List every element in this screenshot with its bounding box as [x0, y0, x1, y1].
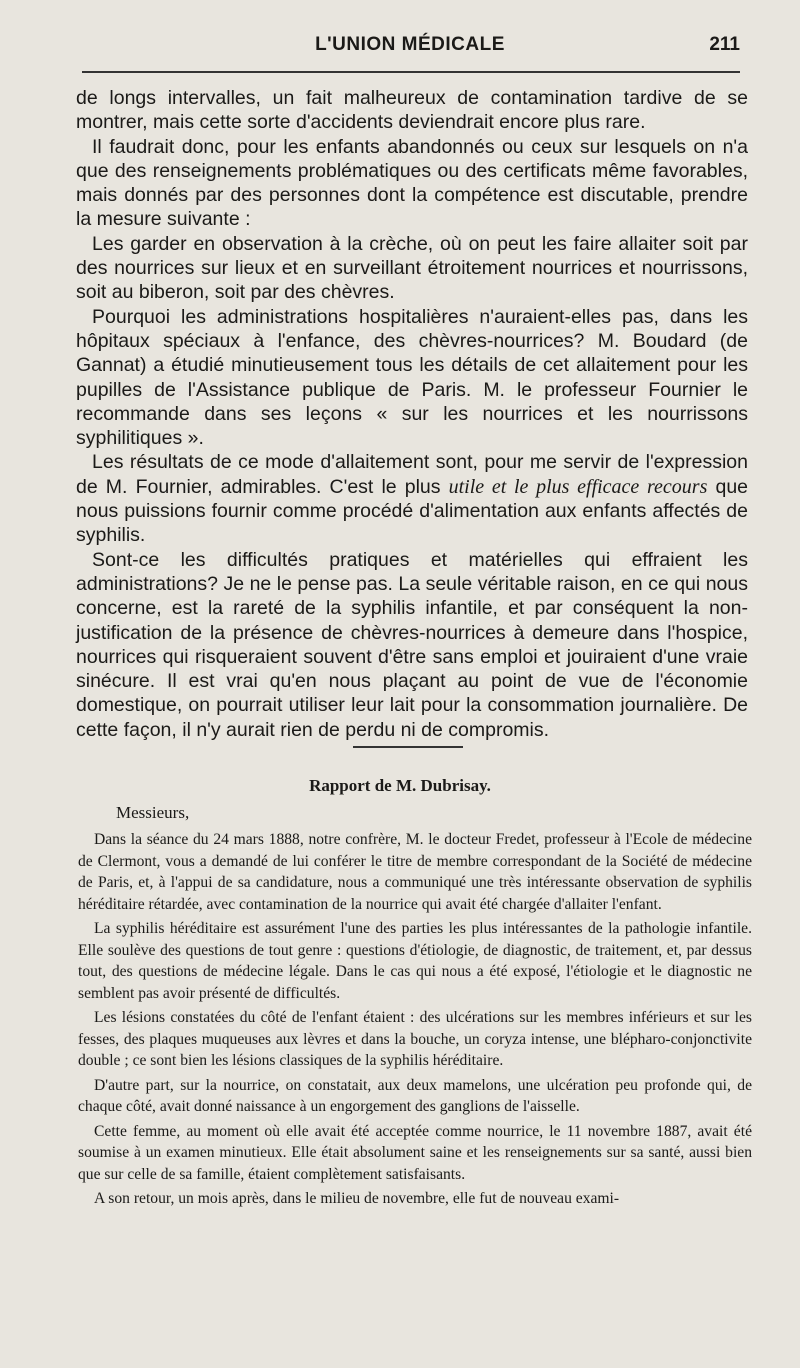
header-rule	[82, 71, 740, 73]
paragraph-text: Les résultats de ce mode d'allaitement sont, pour me servir de l'expression de M. Fournier, admirables. C'est le plus	[76, 451, 748, 498]
paragraph: Pourquoi les administrations hospitalières n'auraient-elles pas, dans les hôpitaux spéciaux à l'enfance, des chèvres-nourrices? M. Boudard (de Gannat) a étudié minutieusement tous les détails de cet allaitement pour les pupilles de l'Assistance publique de Paris. M. le professeur Fournier le recommande dans ses leçons « sur les nourrices et les nourrissons syphilitiques ».	[76, 305, 748, 450]
running-title: L'UNION MÉDICALE	[315, 34, 505, 55]
report-paragraph: Dans la séance du 24 mars 1888, notre confrère, M. le docteur Fredet, professeur à l'Ecole de médecine de Clermont, vous a demandé de lui conférer le titre de membre correspondant de la Société de médecine de Paris, et, à l'appui de sa candidature, nous a communiqué une très intéressante observation de syphilis héréditaire rétardée, avec contamination de la nourrice qui avait été chargée d'allaiter l'enfant.	[78, 831, 752, 913]
report-title: Rapport de M. Dubrisay.	[309, 776, 491, 795]
report-paragraph: Cette femme, au moment où elle avait été acceptée comme nourrice, le 11 novembre 1887, avait été soumise à un examen minutieux. Elle était absolument saine et les renseignements sur sa santé, aussi bien que sur celle de sa famille, étaient complètement satisfaisants.	[78, 1122, 752, 1183]
report-text	[78, 829, 752, 1213]
main-text	[76, 86, 748, 742]
page-number: 211	[709, 34, 740, 55]
page-header	[80, 34, 740, 64]
paragraph: Les garder en observation à la crèche, où on peut les faire allaiter soit par des nourrices sur lieux et en surveillant étroitement nourrices et nourrissons, soit au biberon, soit par des chèvres.	[76, 232, 748, 304]
report-paragraph: La syphilis héréditaire est assurément l'une des parties les plus intéressantes de la pathologie infantile. Elle soulève des questions de tout genre : questions d'étiologie, de diagnostic, de traitement, et, par dessus tout, des questions de médecine légale. Dans le cas qui nous a été exposé, l'étiologie et le diagnostic ne semblent pas avoir présenté de difficultés.	[78, 920, 752, 1002]
section-separator	[353, 746, 463, 748]
paragraph: Il faudrait donc, pour les enfants abandonnés ou ceux sur lesquels on n'a que des renseignements problématiques ou des certificats même favorables, mais donnés par des personnes dont la compétence est discutable, prendre la mesure suivante :	[76, 135, 748, 231]
paragraph-text: que nous puissions fournir comme procédé d'alimentation aux enfants affectés de syphilis.	[76, 475, 749, 547]
italic-phrase: utile et le plus efficace recours	[448, 475, 708, 498]
report-paragraph: D'autre part, sur la nourrice, on constatait, aux deux mamelons, une ulcération peu profonde qui, de chaque côté, avait donné naissance à un engorgement des ganglions de l'aisselle.	[78, 1076, 752, 1115]
report-paragraph: Les lésions constatées du côté de l'enfant étaient : des ulcérations sur les membres inférieurs et sur les fesses, des plaques muqueuses aux lèvres et dans la bouche, un coryza intense, une blépharo-conjonctivite double ; ce sont bien les lésions classiques de la syphilis héréditaire.	[78, 1009, 752, 1069]
paragraph: de longs intervalles, un fait malheureux de contamination tardive de se montrer, mais cette sorte d'accidents deviendrait encore plus rare.	[76, 87, 748, 134]
paragraph: Sont-ce les difficultés pratiques et matérielles qui effraient les administrations? Je ne le pense pas. La seule véritable raison, en ce qui nous concerne, est la rareté de la syphilis infantile, et par conséquent la non-justification de la présence de chèvres-nourrices à demeure dans l'hospice, nourrices qui risqueraient souvent d'être sans emploi et jouiraient d'une vraie sinécure. Il est vrai qu'en nous plaçant au point de vue de l'économie domestique, on pourrait utiliser leur lait pour la consommation journalière. De cette façon, il n'y aurait rien de perdu ni de compromis.	[76, 548, 748, 741]
report-paragraph: A son retour, un mois après, dans le milieu de novembre, elle fut de nouveau exami-	[94, 1190, 620, 1207]
salutation: Messieurs,	[116, 803, 190, 822]
paragraph	[76, 450, 748, 547]
